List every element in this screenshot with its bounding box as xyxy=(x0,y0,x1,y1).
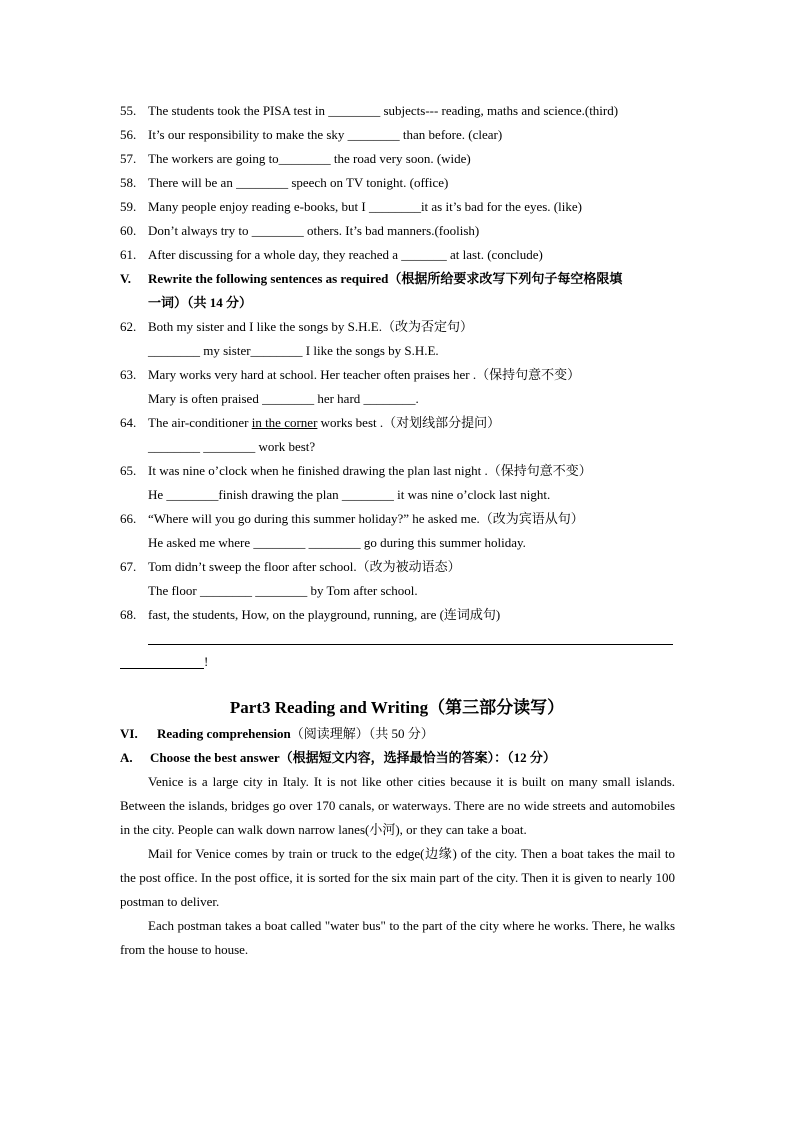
question-text: Both my sister and I like the songs by S.H.E.（改为否定句） xyxy=(148,319,473,334)
question-text: It’s our responsibility to make the sky ________ than before. (clear) xyxy=(148,127,503,142)
question-text: fast, the students, How, on the playground, running, are (连词成句) xyxy=(148,607,501,622)
question-text-pre: The air-conditioner xyxy=(148,415,252,430)
question-text: Tom didn’t sweep the floor after school.（改为被动语态） xyxy=(148,559,461,574)
answer-line-63[interactable]: Mary is often praised ________ her hard ________. xyxy=(148,391,419,406)
question-text: It was nine o’clock when he finished drawing the plan last night .（保持句意不变） xyxy=(148,463,592,478)
question-text: The workers are going to________ the road very soon. (wide) xyxy=(148,151,471,166)
question-number: 56. xyxy=(120,127,137,142)
question-text: Mary works very hard at school. Her teacher often praises her .（保持句意不变） xyxy=(148,367,581,382)
underlined-phrase: in the corner xyxy=(251,415,318,430)
question-number: 68. xyxy=(120,607,137,622)
question-number: 64. xyxy=(120,415,137,430)
part3-title: Part3 Reading and Writing（第三部分读写） xyxy=(229,698,565,717)
section-label: Reading comprehension xyxy=(157,726,291,741)
question-text: After discussing for a whole day, they reached a _______ at last. (conclude) xyxy=(148,247,543,262)
question-number: 57. xyxy=(120,151,137,166)
question-number: 61. xyxy=(120,247,137,262)
answer-line-66[interactable]: He asked me where ________ ________ go during this summer holiday. xyxy=(148,535,526,550)
question-text: The students took the PISA test in ________ subjects--- reading, maths and science.(third) xyxy=(148,103,619,118)
question-number: 59. xyxy=(120,199,137,214)
section-title xyxy=(157,726,434,742)
answer-line-68-second[interactable] xyxy=(120,668,204,669)
passage-paragraph-3: Each postman takes a boat called "water bus" to the part of the city where he works. There, he walks from the house to house. xyxy=(120,918,675,957)
section-number: A. xyxy=(120,750,133,765)
question-number: 60. xyxy=(120,223,137,238)
question-text: Don’t always try to ________ others. It’s bad manners.(foolish) xyxy=(148,223,480,238)
answer-line-68-first[interactable] xyxy=(148,644,673,645)
section-label: Choose the best answer xyxy=(150,750,280,765)
section-label-cn: （根据短文内容，选择最恰当的答案）：（12 分） xyxy=(279,750,556,765)
question-number: 58. xyxy=(120,175,137,190)
section-title-cont: 一词）（共 14 分） xyxy=(148,295,253,310)
answer-end-mark: ! xyxy=(204,654,209,669)
question-text: There will be an ________ speech on TV tonight. (office) xyxy=(148,175,449,190)
question-text: Many people enjoy reading e-books, but I ________it as it’s bad for the eyes. (like) xyxy=(148,199,582,214)
question-text-post: works best .（对划线部分提问） xyxy=(317,415,501,430)
section-label-cn: （阅读理解）（共 50 分） xyxy=(290,726,434,741)
passage-paragraph-2: Mail for Venice comes by train or truck to the edge(边缘) of the city. Then a boat takes the mail to the post office. In the post office, it is sorted for the six main part of the city. Then it is given to nearly 100 postman to deliver. xyxy=(120,846,675,909)
answer-line-64[interactable]: ________ ________ work best? xyxy=(148,439,316,454)
question-number: 66. xyxy=(120,511,137,526)
question-number: 63. xyxy=(120,367,137,382)
question-text xyxy=(148,415,500,431)
question-number: 67. xyxy=(120,559,137,574)
section-number: V. xyxy=(120,271,131,286)
question-number: 62. xyxy=(120,319,137,334)
answer-line-67[interactable]: The floor ________ ________ by Tom after school. xyxy=(148,583,418,598)
question-number: 55. xyxy=(120,103,137,118)
question-number: 65. xyxy=(120,463,137,478)
question-text: “Where will you go during this summer holiday?” he asked me.（改为宾语从句） xyxy=(148,511,584,526)
passage-paragraph-1: Venice is a large city in Italy. It is not like other cities because it is built on many small islands. Between the islands, bridges go over 170 canals, or waterways. There are no wide streets and automobiles in the city. People can walk down narrow lanes(小河), or they can take a boat. xyxy=(120,774,675,837)
section-number: VI. xyxy=(120,726,138,741)
answer-line-62[interactable]: ________ my sister________ I like the songs by S.H.E. xyxy=(148,343,439,358)
section-title: Rewrite the following sentences as required（根据所给要求改写下列句子每空格限填 xyxy=(148,271,623,286)
answer-line-65[interactable]: He ________finish drawing the plan ________ it was nine o’clock last night. xyxy=(148,487,551,502)
section-title xyxy=(150,750,556,766)
